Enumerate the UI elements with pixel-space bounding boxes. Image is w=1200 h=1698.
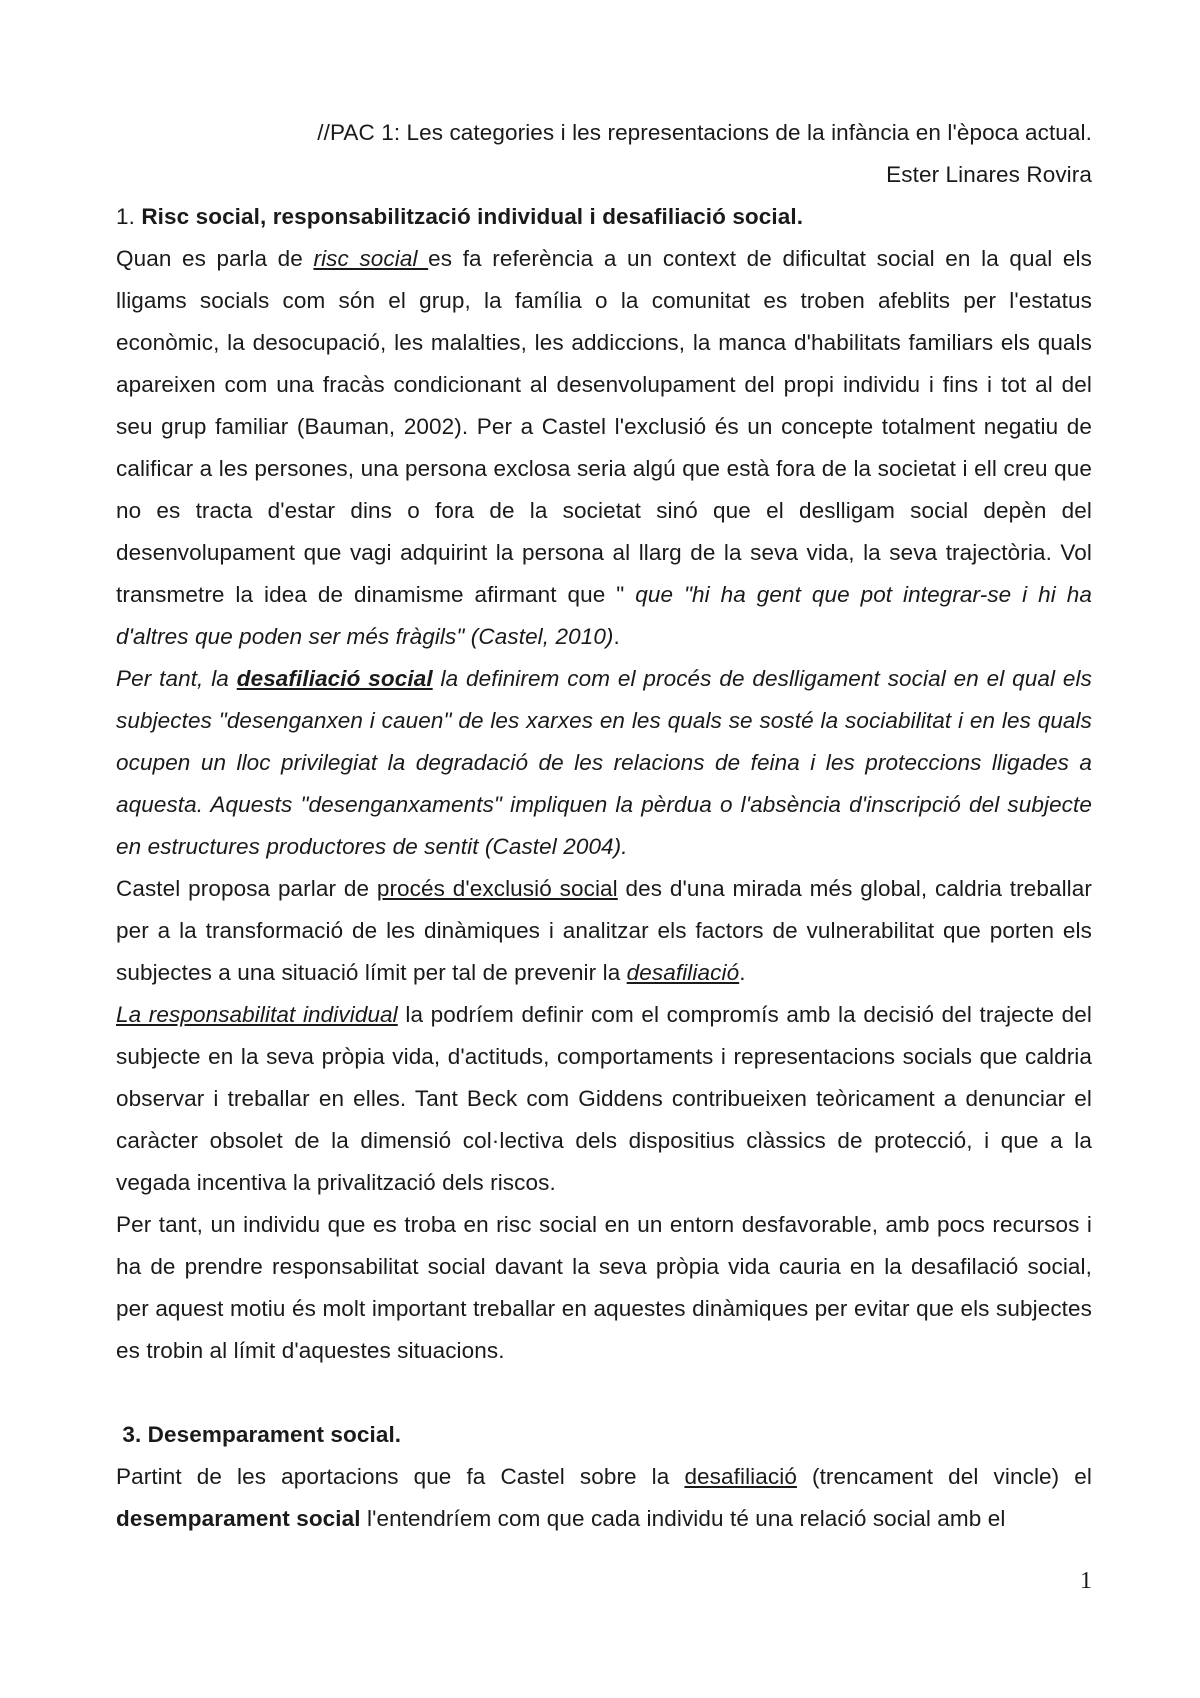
term-proces-exclusio: procés d'exclusió social [376, 876, 618, 901]
text-run: es fa referència a un context de dificultat social en la qual els lligams socials com són el grup, la família o la comunitat es troben afeblits per l'estatus econòmic, la desocupació, les malalties, les addiccions, la manca d'habilitats familiars els quals apareixen com una fracàs condicionant al desenvolupament del propi individu i fins i tot al del seu grup familiar (Bauman, 2002). Per a Castel l'exclusió és un concepte totalment negatiu de calificar a les persones, una persona exclosa seria algú que està fora de la societat i ell creu que no es tracta d'estar dins o fora de la societat sinó que el deslligam social depèn del desenvolupament que vagi adquirint la persona al llarg de la seva vida, la seva trajectòria. Vol transmetre la idea de dinamisme afirmant que " [116, 246, 1092, 607]
term-desafiliacio: desafiliació [626, 960, 740, 985]
paragraph-responsabilitat [116, 994, 1092, 1204]
term-risc-social: risc social [313, 246, 429, 271]
section-1-heading [116, 196, 1092, 238]
paragraph-conclusio: Per tant, un individu que es troba en risc social en un entorn desfavorable, amb pocs recursos i ha de prendre responsabilitat social davant la seva pròpia vida cauria en la desafilació social, per aquest motiu és molt important treballar en aquestes dinàmiques per evitar que els subjectes es trobin al límit d'aquestes situacions. [116, 1212, 1092, 1363]
term-desemparament-social: desemparament social [116, 1506, 361, 1531]
text-run: des d'una mirada més global, caldria treballar per a la transformació de les dinàmiques i analitzar els factors de vulnerabilitat que porten els subjectes a una situació límit per tal de prevenir la [116, 876, 1092, 985]
text-run: la podríem definir com el compromís amb la decisió del trajecte del subjecte en la seva pròpia vida, d'actituds, comportaments i representacions socials que caldria observar i treballar en elles. Tant Beck com Giddens contribueixen teòricament a denunciar el caràcter obsolet de la dimensió col·lectiva dels dispositius clàssics de protecció, i que a la vegada incentiva la privalització dels riscos. [116, 1002, 1093, 1195]
quote-castel-2010: que "hi ha gent que pot integrar-se i hi ha d'altres que poden ser més fràgils" (Castel, 2010) [116, 582, 1092, 649]
spacer [116, 1372, 1092, 1414]
term-desafiliacio-2: desafiliació [684, 1464, 797, 1489]
text-run: Castel proposa parlar de [116, 876, 377, 901]
text-run: la definirem com el procés de deslligament social en el qual els subjectes "desenganxen i cauen" de les xarxes en les quals se sosté la sociabilitat i en les quals ocupen un lloc privilegiat la degradació de les relacions de feina i les proteccions lligades a aquesta. Aquests "desenganxaments" impliquen la pèrdua o l'absència d'inscripció del subjecte en estructures productores de sentit (Castel 2004). [116, 666, 1092, 859]
section-1-number: 1. [116, 204, 142, 229]
text-run: Partint de les aportacions que fa Castel sobre la [116, 1464, 685, 1489]
document-title: //PAC 1: Les categories i les representacions de la infància en l'època actual. [317, 120, 1092, 145]
paragraph-risc-social [116, 238, 1092, 658]
text-run: . [613, 624, 620, 649]
text-run: l'entendríem com que cada individu té una relació social amb el [360, 1506, 1006, 1531]
page-number: 1 [1080, 1568, 1092, 1594]
term-desafiliacio-social: desafiliació social [236, 666, 433, 691]
section-1-title: Risc social, responsabilització individual i desafiliació social. [141, 204, 804, 229]
section-3-heading [116, 1414, 1092, 1456]
paragraph-proces-exclusio [116, 868, 1092, 994]
document-page [116, 112, 1092, 1540]
author-name: Ester Linares Rovira [886, 162, 1092, 187]
section-3-title: . Desemparament social. [134, 1422, 402, 1447]
text-run: Quan es parla de [116, 246, 314, 271]
term-responsabilitat-individual: La responsabilitat individual [116, 1002, 398, 1027]
text-run: . [739, 960, 746, 985]
paragraph-desemparament [116, 1456, 1092, 1540]
paragraph-desafiliacio [116, 658, 1092, 868]
section-3-number: 3 [122, 1422, 135, 1447]
text-run: Per tant, la [116, 666, 237, 691]
text-run: (trencament del vincle) el [796, 1464, 1092, 1489]
